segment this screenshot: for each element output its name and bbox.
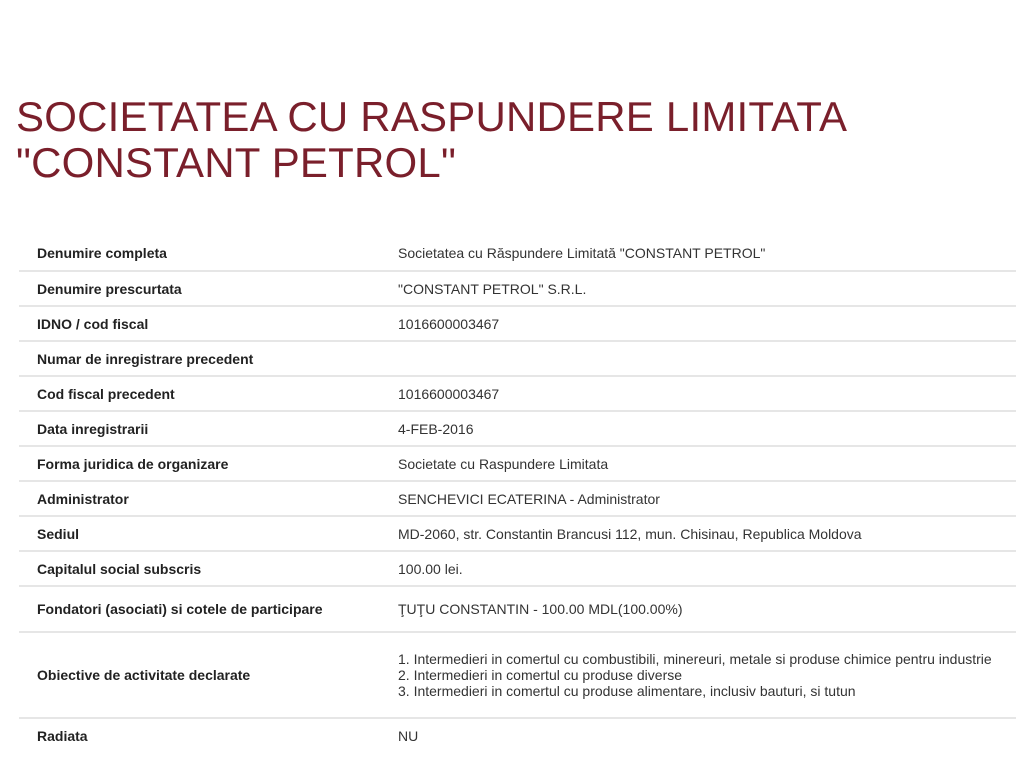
row-label: Obiective de activitate declarate <box>19 632 371 718</box>
table-row <box>19 718 1016 753</box>
page-title-line: SOCIETATEA CU RASPUNDERE LIMITATA <box>16 93 848 140</box>
table-row <box>19 446 1016 481</box>
row-label: Forma juridica de organizare <box>19 446 371 481</box>
row-value: SENCHEVICI ECATERINA - Administrator <box>371 481 1016 516</box>
row-label: Capitalul social subscris <box>19 551 371 586</box>
page-title-line: "CONSTANT PETROL" <box>16 139 457 186</box>
row-value: MD-2060, str. Constantin Brancusi 112, mun. Chisinau, Republica Moldova <box>371 516 1016 551</box>
row-value-list <box>371 632 1016 718</box>
row-value: Societatea cu Răspundere Limitată "CONSTANT PETROL" <box>371 236 1016 271</box>
row-value: 1016600003467 <box>371 306 1016 341</box>
row-value: "CONSTANT PETROL" S.R.L. <box>371 271 1016 306</box>
table-row <box>19 516 1016 551</box>
row-label: Cod fiscal precedent <box>19 376 371 411</box>
row-value: ŢUŢU CONSTANTIN - 100.00 MDL(100.00%) <box>371 586 1016 632</box>
row-label: Radiata <box>37 728 88 744</box>
row-label: Administrator <box>19 481 371 516</box>
table-row <box>19 306 1016 341</box>
row-label: Fondatori (asociati) si cotele de participare <box>19 586 371 632</box>
table-row <box>19 376 1016 411</box>
company-info-table <box>19 236 1016 753</box>
row-value: NU <box>398 728 419 744</box>
table-row <box>19 551 1016 586</box>
table-row <box>19 271 1016 306</box>
activity-line: 3. Intermedieri in comertul cu produse alimentare, inclusiv bauturi, si tutun <box>398 683 856 699</box>
table-row <box>19 236 1016 271</box>
activity-line: 2. Intermedieri in comertul cu produse diverse <box>398 667 683 683</box>
page-title <box>16 94 1006 186</box>
row-value: 1016600003467 <box>371 376 1016 411</box>
activity-line: 1. Intermedieri in comertul cu combustibili, minereuri, metale si produse chimice pentru industrie <box>398 651 992 667</box>
table-row <box>19 586 1016 632</box>
table-row <box>19 481 1016 516</box>
table-row <box>19 632 1016 718</box>
row-label: Sediul <box>19 516 371 551</box>
table-row <box>19 341 1016 376</box>
row-value: Societate cu Raspundere Limitata <box>371 446 1016 481</box>
row-value <box>371 341 1016 376</box>
row-label: Data inregistrarii <box>19 411 371 446</box>
row-label: Denumire completa <box>19 236 371 271</box>
row-label: Denumire prescurtata <box>19 271 371 306</box>
row-label: IDNO / cod fiscal <box>19 306 371 341</box>
row-value: 4-FEB-2016 <box>371 411 1016 446</box>
table-row <box>19 411 1016 446</box>
row-label: Numar de inregistrare precedent <box>19 341 371 376</box>
row-value: 100.00 lei. <box>371 551 1016 586</box>
